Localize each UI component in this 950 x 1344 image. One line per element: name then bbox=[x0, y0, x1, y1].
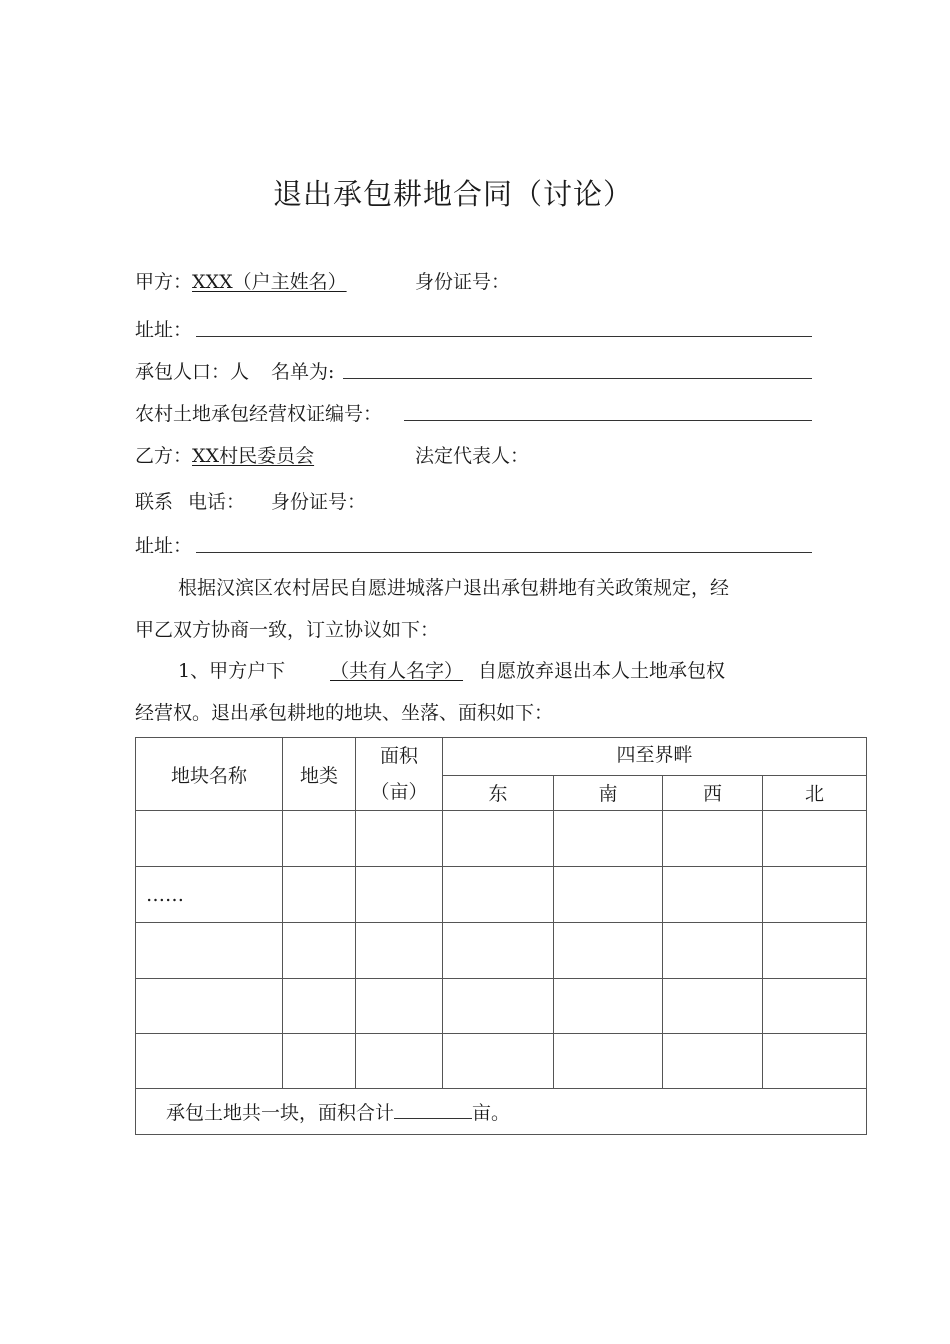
total-prefix: 承包土地共一块，面积合计 bbox=[166, 1102, 395, 1124]
table-row bbox=[136, 923, 867, 979]
header-land-type: 地类 bbox=[283, 738, 356, 811]
paragraph-line-2: 甲乙双方协商一致，订立协议如下： bbox=[135, 619, 440, 641]
table-row bbox=[136, 1034, 867, 1089]
header-boundaries: 四至界畔 bbox=[443, 738, 867, 776]
clause-1-prefix: 1、甲方户下 bbox=[178, 660, 286, 682]
document-title: 退出承包耕地合同（讨论） bbox=[273, 177, 634, 211]
address-b-blank[interactable] bbox=[196, 552, 812, 553]
clause-1-suffix: 自愿放弃退出本人土地承包权 bbox=[478, 660, 726, 682]
header-area-top: 面积 bbox=[379, 745, 418, 767]
land-plots-table bbox=[135, 737, 867, 1135]
address-b-label: 址址： bbox=[135, 535, 193, 557]
header-west: 西 bbox=[663, 775, 763, 811]
legal-rep-label: 法定代表人： bbox=[415, 445, 530, 467]
party-a-label: 甲方： bbox=[135, 271, 193, 293]
total-area-cell bbox=[136, 1089, 867, 1135]
table-footer-row bbox=[136, 1089, 867, 1135]
table-row bbox=[136, 811, 867, 867]
certificate-label: 农村土地承包经营权证编号： bbox=[135, 403, 383, 425]
address-a-label: 址址： bbox=[135, 319, 193, 341]
party-b-name: XX村民委员会 bbox=[192, 445, 315, 467]
party-a-name: XXX（户主姓名） bbox=[192, 271, 347, 293]
party-b-line bbox=[135, 441, 314, 468]
party-a-line bbox=[135, 267, 347, 294]
table-row bbox=[136, 979, 867, 1034]
address-a-blank[interactable] bbox=[196, 336, 812, 337]
header-east: 东 bbox=[443, 775, 554, 811]
clause-1-line-2: 经营权。退出承包耕地的地块、坐落、面积如下： bbox=[135, 702, 554, 724]
party-b-label: 乙方： bbox=[135, 445, 193, 467]
party-a-id-label: 身份证号： bbox=[415, 271, 511, 293]
header-north: 北 bbox=[763, 775, 867, 811]
total-area-blank[interactable] bbox=[394, 1101, 472, 1119]
paragraph-line-1: 根据汉滨区农村居民自愿进城落户退出承包耕地有关政策规定，经 bbox=[178, 577, 730, 599]
certificate-blank[interactable] bbox=[404, 420, 812, 421]
total-suffix: 亩。 bbox=[472, 1102, 511, 1124]
clause-1-coowners: （共有人名字） bbox=[330, 660, 464, 682]
table-row bbox=[136, 867, 867, 923]
header-south: 南 bbox=[554, 775, 663, 811]
phone-label: 电话： bbox=[188, 491, 246, 513]
header-area-unit: （亩） bbox=[370, 781, 428, 803]
namelist-blank[interactable] bbox=[343, 378, 812, 379]
contact-label: 联系 bbox=[135, 491, 174, 513]
namelist-label: 名单为: bbox=[271, 361, 335, 383]
header-plot-name: 地块名称 bbox=[136, 738, 283, 811]
population-label: 承包人口：人 bbox=[135, 361, 250, 383]
header-area bbox=[356, 738, 443, 811]
contact-id-label: 身份证号： bbox=[271, 491, 367, 513]
ellipsis-cell[interactable]: …… bbox=[136, 867, 283, 923]
